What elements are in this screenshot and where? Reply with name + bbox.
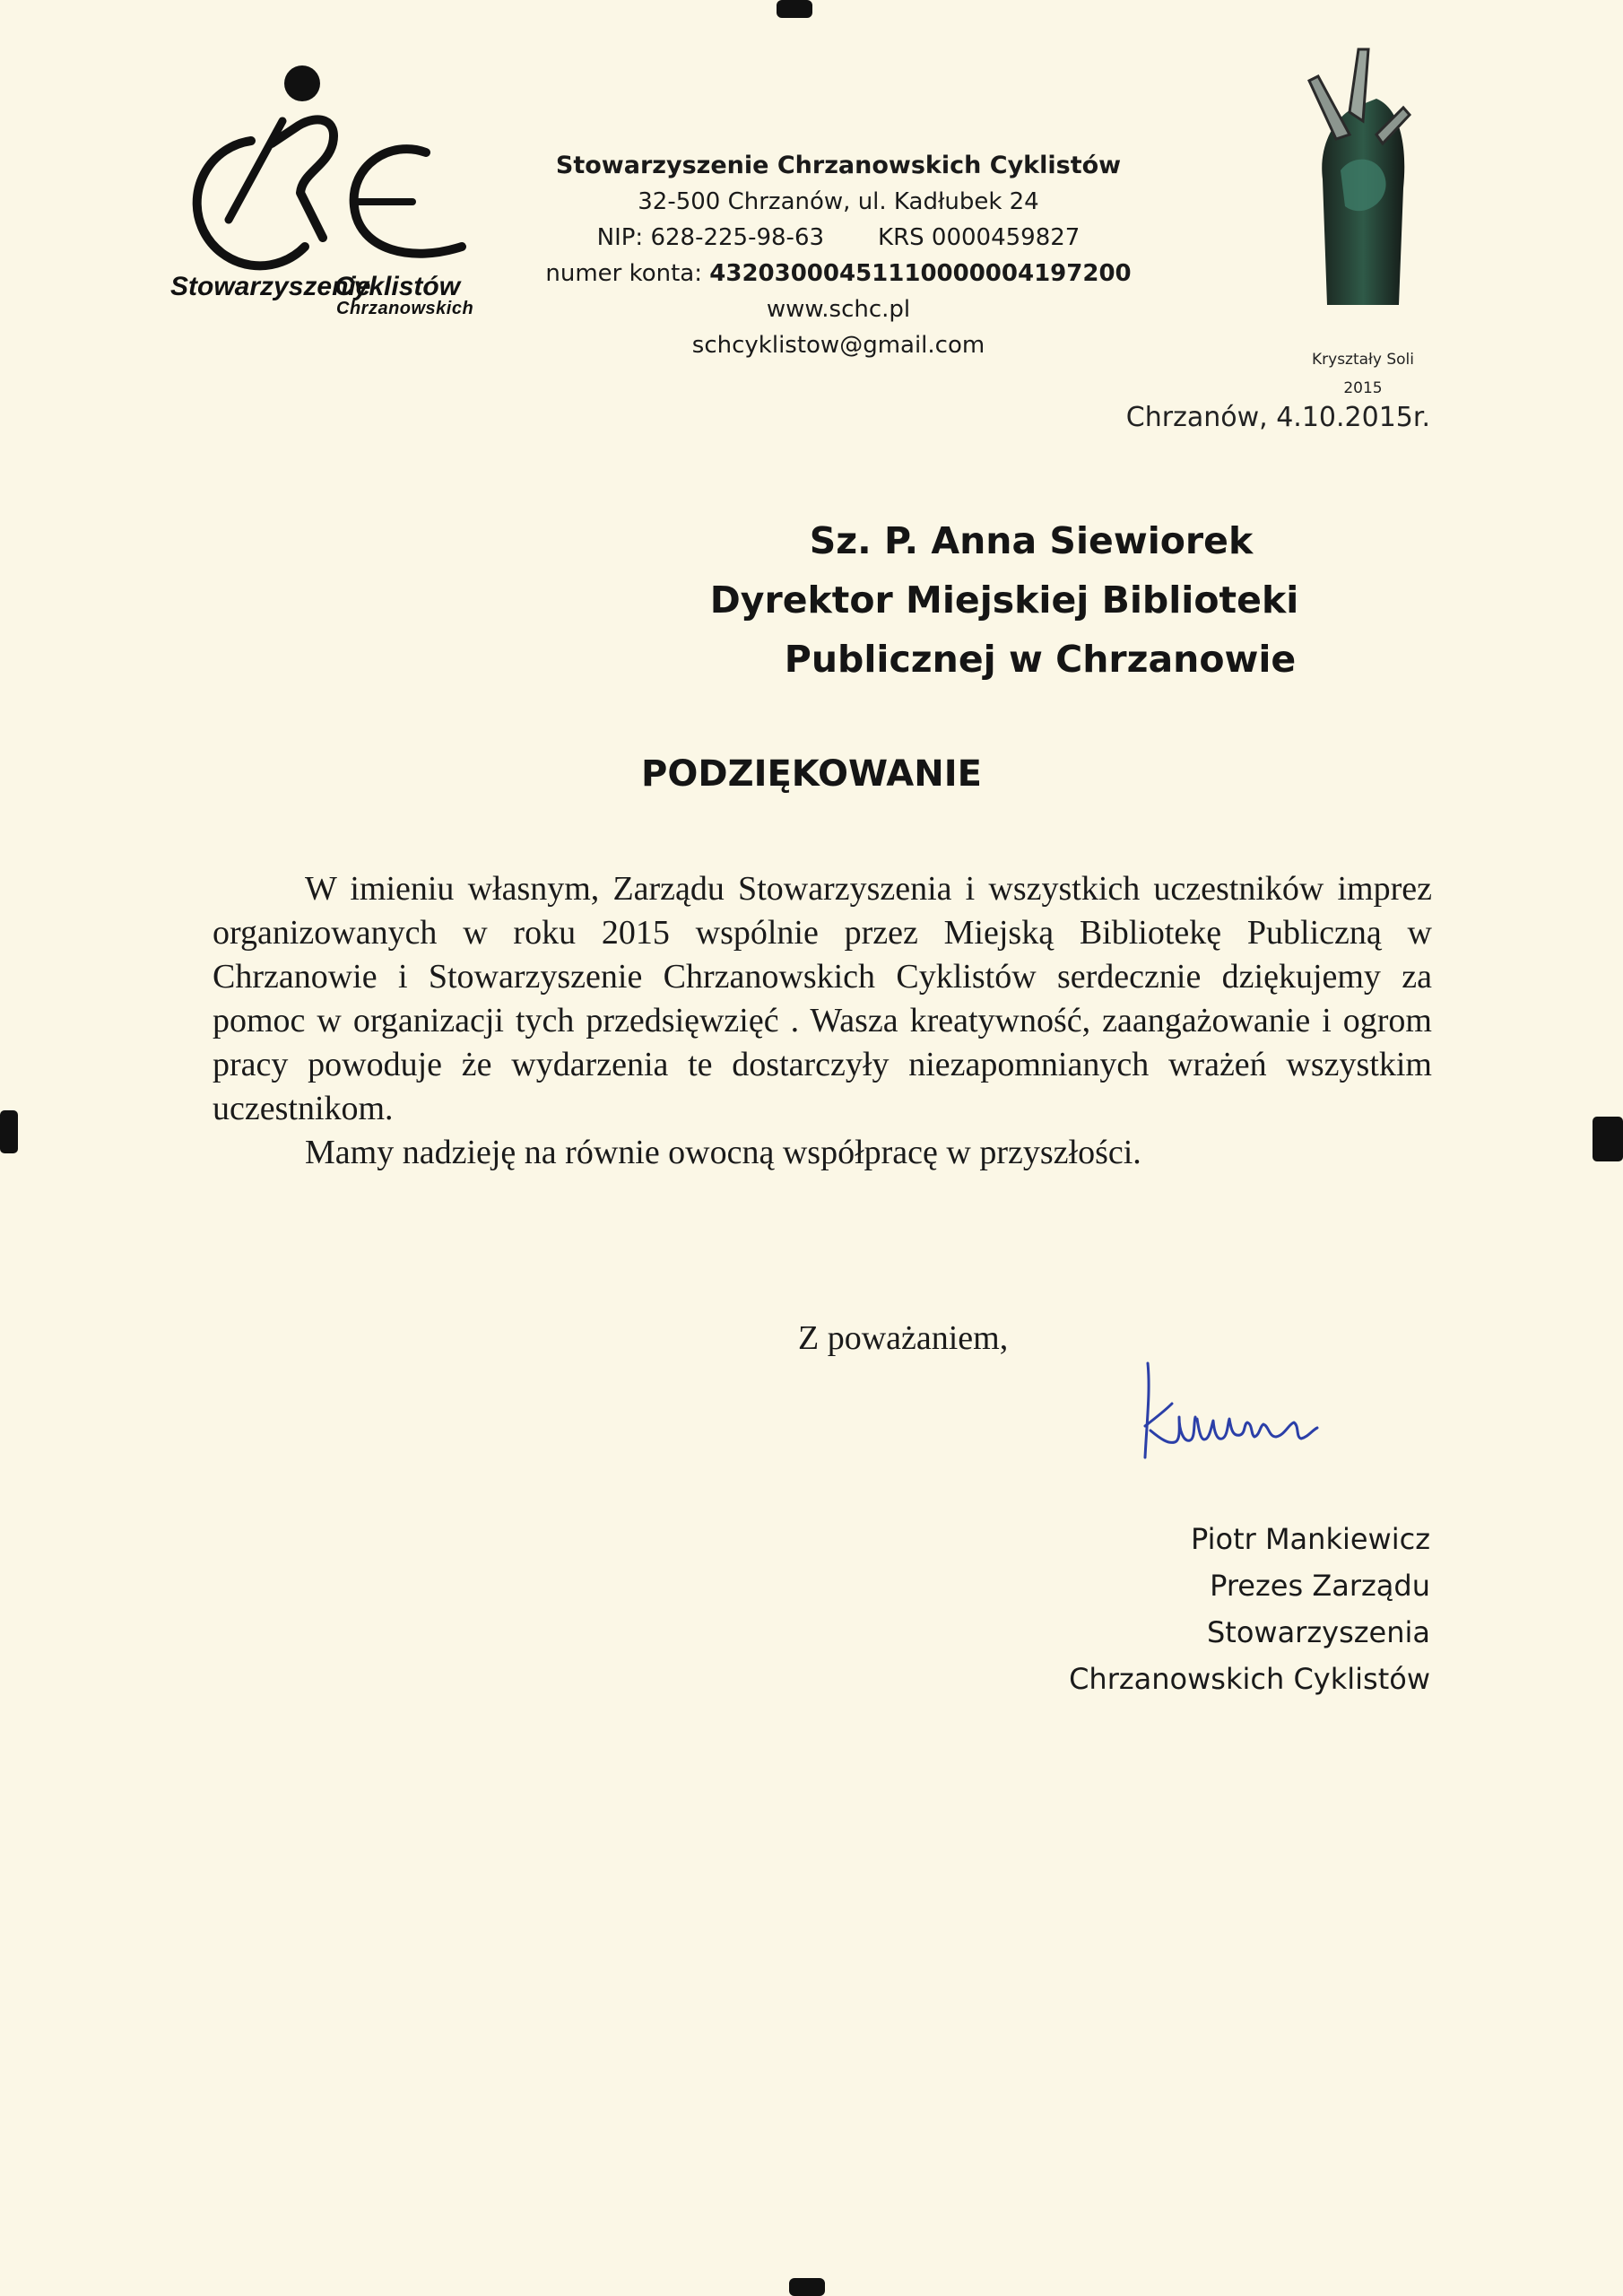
body-paragraph: W imieniu własnym, Zarządu Stowarzyszenia i wszystkich uczestników imprez organizowanych w roku 2015 wspólnie przez Miejską Bibliotekę Publiczną w Chrzanowie i Stowarzyszenie Chrzanowskich Cyklistów serdecznie dziękujemy za pomoc w organizacji tych przedsięwzięć . Wasza kreatywność, zaangażowanie i ogrom pracy powoduje że wydarzenia te dostarczyły niezapomnianych wrażeń wszystkim uczestnikom.: [213, 870, 1432, 1127]
bank-account: [498, 256, 1179, 291]
letter-title: PODZIĘKOWANIE: [641, 753, 982, 795]
award-caption-title: Kryształy Soli: [1312, 351, 1414, 369]
letterhead-contact: [498, 148, 1179, 363]
signatory-organization: Stowarzyszenia: [1206, 1615, 1430, 1649]
recipient-block: [699, 511, 1363, 689]
frame-clip-left: [0, 1110, 18, 1153]
account-label: numer konta:: [545, 260, 702, 287]
signatory-role: Prezes Zarządu: [1210, 1569, 1430, 1603]
account-number: 43203000451110000004197200: [709, 260, 1132, 287]
association-logo: [166, 58, 507, 345]
frame-clip-bottom: [789, 2278, 825, 2296]
signature-icon: [1134, 1354, 1341, 1480]
award-caption: [1260, 345, 1466, 403]
award-statuette-icon: [1300, 45, 1426, 305]
website-link: www.schc.pl: [766, 296, 911, 323]
handwritten-signature: [1134, 1354, 1341, 1480]
salt-crystals-award: [1300, 45, 1426, 305]
signatory-block: [968, 1516, 1430, 1702]
organization-name: Stowarzyszenie Chrzanowskich Cyklistów: [555, 152, 1122, 179]
frame-clip-top: [777, 0, 812, 18]
award-caption-year: 2015: [1343, 379, 1383, 397]
address: 32-500 Chrzanów, ul. Kadłubek 24: [638, 188, 1039, 215]
logo-text-chrzanow: Chrzanowskich: [336, 299, 474, 318]
letter-date: Chrzanów, 4.10.2015r.: [1125, 402, 1430, 433]
body-paragraph: Mamy nadzieję na równie owocną współpracę w przyszłości.: [305, 1134, 1141, 1171]
registration-numbers: [498, 220, 1179, 256]
recipient-name: Sz. P. Anna Siewiorek: [809, 519, 1254, 562]
nip-number: NIP: 628-225-98-63: [596, 224, 825, 251]
recipient-title: Dyrektor Miejskiej Biblioteki: [709, 578, 1299, 622]
email-address: schcyklistow@gmail.com: [691, 332, 985, 359]
recipient-institution: Publicznej w Chrzanowie: [784, 638, 1297, 681]
krs-number: KRS 0000459827: [878, 224, 1081, 251]
signatory-name: Piotr Mankiewicz: [1191, 1522, 1430, 1556]
frame-clip-right: [1593, 1117, 1623, 1161]
letter-body: [213, 867, 1432, 1175]
logo-text-association: Stowarzyszenie: [170, 272, 371, 301]
closing-salutation: Z poważaniem,: [798, 1319, 1009, 1357]
signatory-organization: Chrzanowskich Cyklistów: [1069, 1662, 1430, 1696]
logo-text-cyclists: Cyklistów: [334, 272, 461, 301]
cyclist-logo-icon: [166, 58, 507, 274]
